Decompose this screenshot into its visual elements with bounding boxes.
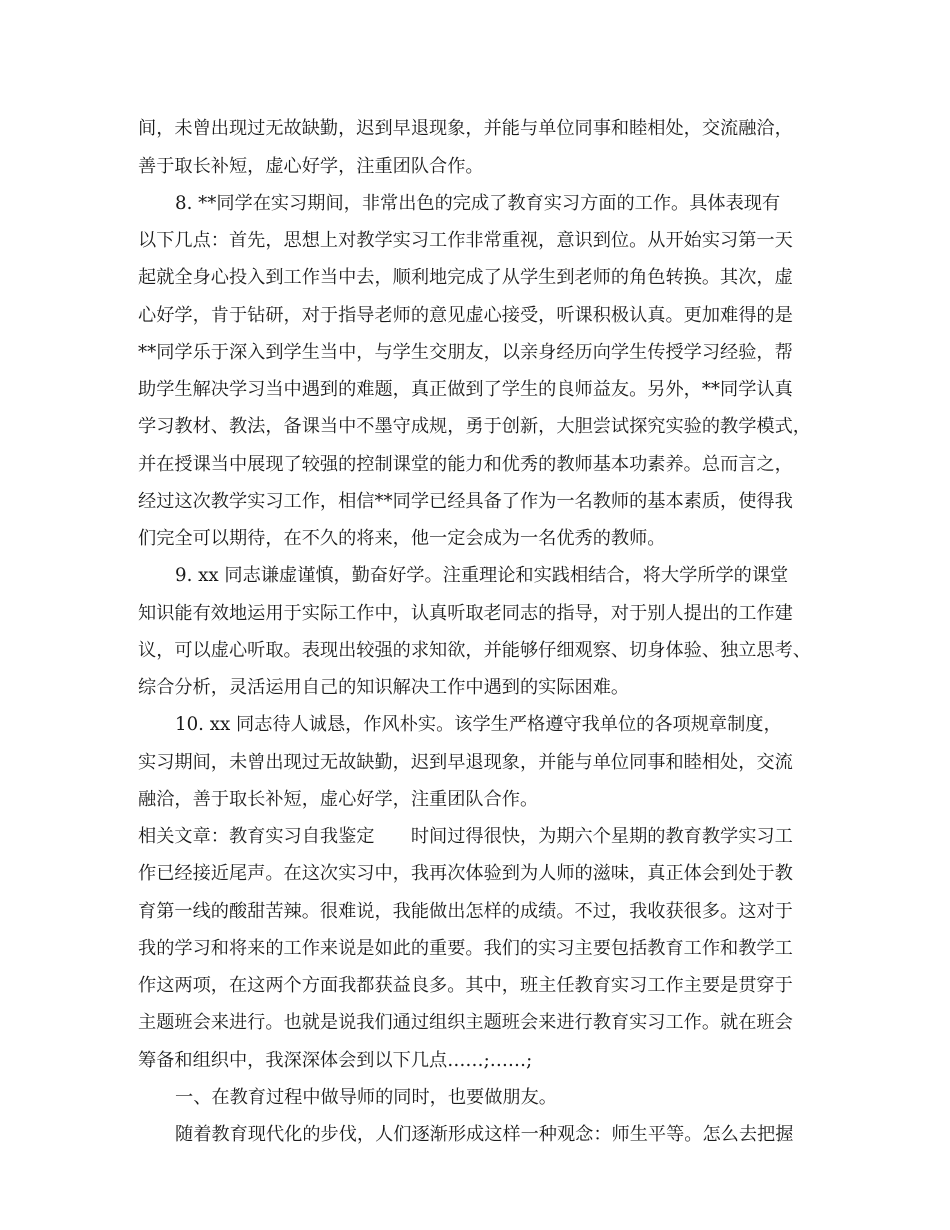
text-line: 经过这次教学实习工作，相信**同学已经具备了作为一名教师的基本素质，使得我 (138, 491, 793, 512)
text-line: 作已经接近尾声。在这次实习中，我再次体验到为人师的滋味，真正体会到处于教 (138, 863, 793, 884)
text-line: 议，可以虚心听取。表现出较强的求知欲，并能够仔细观察、切身体验、独立思考、 (138, 640, 811, 661)
text-line: 以下几点：首先，思想上对教学实习工作非常重视，意识到位。从开始实习第一天 (138, 230, 793, 251)
text-line: 9. xx 同志谦虚谨慎，勤奋好学。注重理论和实践相结合，将大学所学的课堂 (175, 565, 789, 586)
text-line: 实习期间，未曾出现过无故缺勤，迟到早退现象，并能与单位同事和睦相处，交流 (138, 752, 793, 773)
text-line: 学习教材、教法，备课当中不墨守成规，勇于创新，大胆尝试探究实验的教学模式， (138, 416, 811, 437)
text-line: 综合分析，灵活运用自己的知识解决工作中遇到的实际困难。 (138, 677, 630, 698)
text-line: 助学生解决学习当中遇到的难题，真正做到了学生的良师益友。另外，**同学认真 (138, 379, 793, 400)
text-line: 间，未曾出现过无故缺勤，迟到早退现象，并能与单位同事和睦相处，交流融洽， (138, 118, 793, 139)
text-line: 知识能有效地运用于实际工作中，认真听取老同志的指导，对于别人提出的工作建 (138, 603, 793, 624)
text-line: 10. xx 同志待人诚恳，作风朴实。该学生严格遵守我单位的各项规章制度， (175, 714, 782, 735)
text-line: 们完全可以期待，在不久的将来，他一定会成为一名优秀的教师。 (138, 528, 666, 549)
text-line: 随着教育现代化的步伐，人们逐渐形成这样一种观念：师生平等。怎么去把握 (175, 1124, 794, 1145)
text-line: 善于取长补短，虚心好学，注重团队合作。 (138, 156, 484, 177)
text-line: 融洽，善于取长补短，虚心好学，注重团队合作。 (138, 789, 539, 810)
text-line: 8. **同学在实习期间，非常出色的完成了教育实习方面的工作。具体表现有 (175, 193, 781, 214)
text-line: 并在授课当中展现了较强的控制课堂的能力和优秀的教师基本功素养。总而言之， (138, 454, 793, 475)
text-line: 主题班会来进行。也就是说我们通过组织主题班会来进行教育实习工作。就在班会 (138, 1012, 793, 1033)
text-line: 我的学习和将来的工作来说是如此的重要。我们的实习主要包括教育工作和教学工 (138, 938, 793, 959)
text-line: 一、在教育过程中做导师的同时，也要做朋友。 (175, 1087, 557, 1108)
text-line: 心好学，肯于钻研，对于指导老师的意见虚心接受，听课积极认真。更加难得的是 (138, 305, 793, 326)
text-line: 相关文章：教育实习自我鉴定 时间过得很快，为期六个星期的教育教学实习工 (138, 826, 793, 847)
text-line: 育第一线的酸甜苦辣。很难说，我能做出怎样的成绩。不过，我收获很多。这对于 (138, 901, 793, 922)
text-line: 起就全身心投入到工作当中去，顺利地完成了从学生到老师的角色转换。其次，虚 (138, 267, 793, 288)
text-line: **同学乐于深入到学生当中，与学生交朋友，以亲身经历向学生传授学习经验，帮 (138, 342, 793, 363)
text-line: 筹备和组织中，我深深体会到以下几点……;……; (138, 1050, 533, 1071)
text-line: 作这两项，在这两个方面我都获益良多。其中，班主任教育实习工作主要是贯穿于 (138, 975, 793, 996)
